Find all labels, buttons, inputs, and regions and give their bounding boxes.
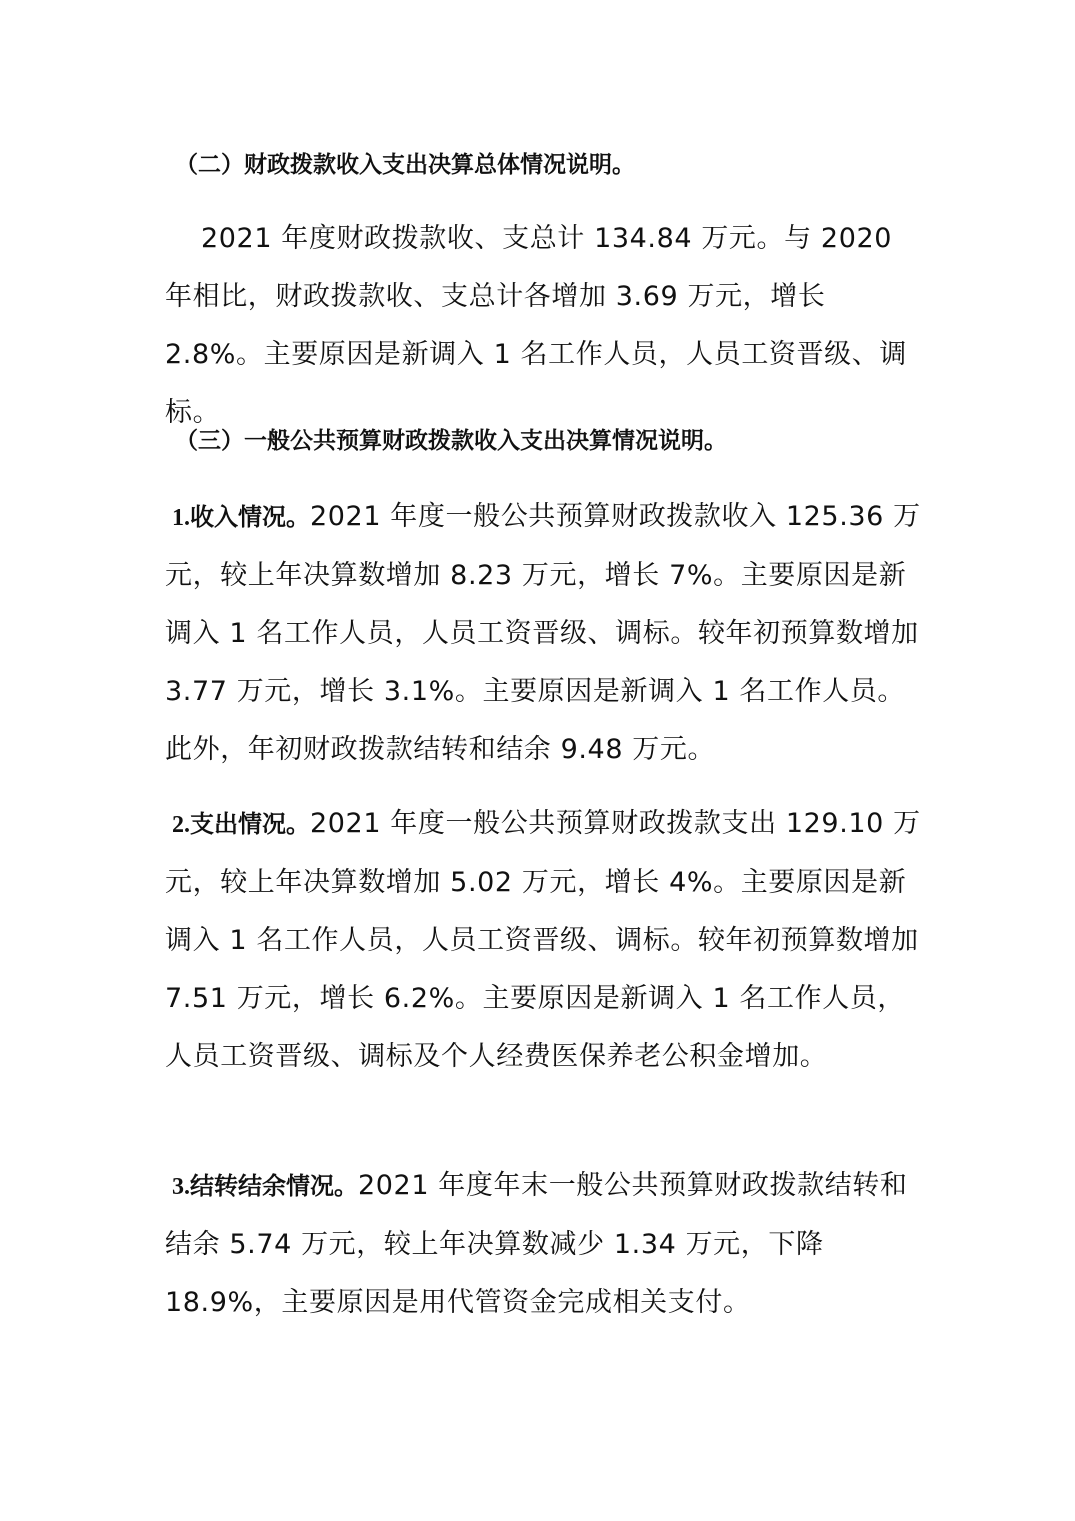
income-body: 2021 年度一般公共预算财政拨款收入 125.36 万元，较上年决算数增加 8.23 万元，增长 7%。主要原因是新调入 1 名工作人员，人员工资晋级、调标。较年初预算数增加 3.77 万元，增长 3.1%。主要原因是新调入 1 名工作人员。此外，年初财政拨款结转和结余 9.48 万元。 [165, 501, 921, 765]
section-3-heading: （三）一般公共预算财政拨款收入支出决算情况说明。 [175, 428, 727, 454]
carryover-paragraph [165, 1157, 925, 1332]
carryover-lead: 3.结转结余情况。 [172, 1174, 358, 1200]
expenditure-body: 2021 年度一般公共预算财政拨款支出 129.10 万元，较上年决算数增加 5.02 万元，增长 4%。主要原因是新调入 1 名工作人员，人员工资晋级、调标。较年初预算数增加 7.51 万元，增长 6.2%。主要原因是新调入 1 名工作人员，人员工资晋级、调标及个人经费医保养老公积金增加。 [165, 808, 921, 1072]
section-2-paragraph: 2021 年度财政拨款收、支总计 134.84 万元。与 2020 年相比，财政拨款收、支总计各增加 3.69 万元，增长 2.8%。主要原因是新调入 1 名工作人员，人员工资晋级、调标。 [165, 223, 907, 428]
expenditure-lead: 2.支出情况。 [172, 812, 310, 838]
income-paragraph [165, 488, 925, 779]
section-2-heading: （二）财政拨款收入支出决算总体情况说明。 [175, 152, 635, 178]
income-lead: 1.收入情况。 [172, 505, 310, 531]
expenditure-paragraph [165, 795, 925, 1086]
carryover-body: 2021 年度年末一般公共预算财政拨款结转和结余 5.74 万元，较上年决算数减少 1.34 万元，下降 18.9%，主要原因是用代管资金完成相关支付。 [165, 1170, 908, 1318]
